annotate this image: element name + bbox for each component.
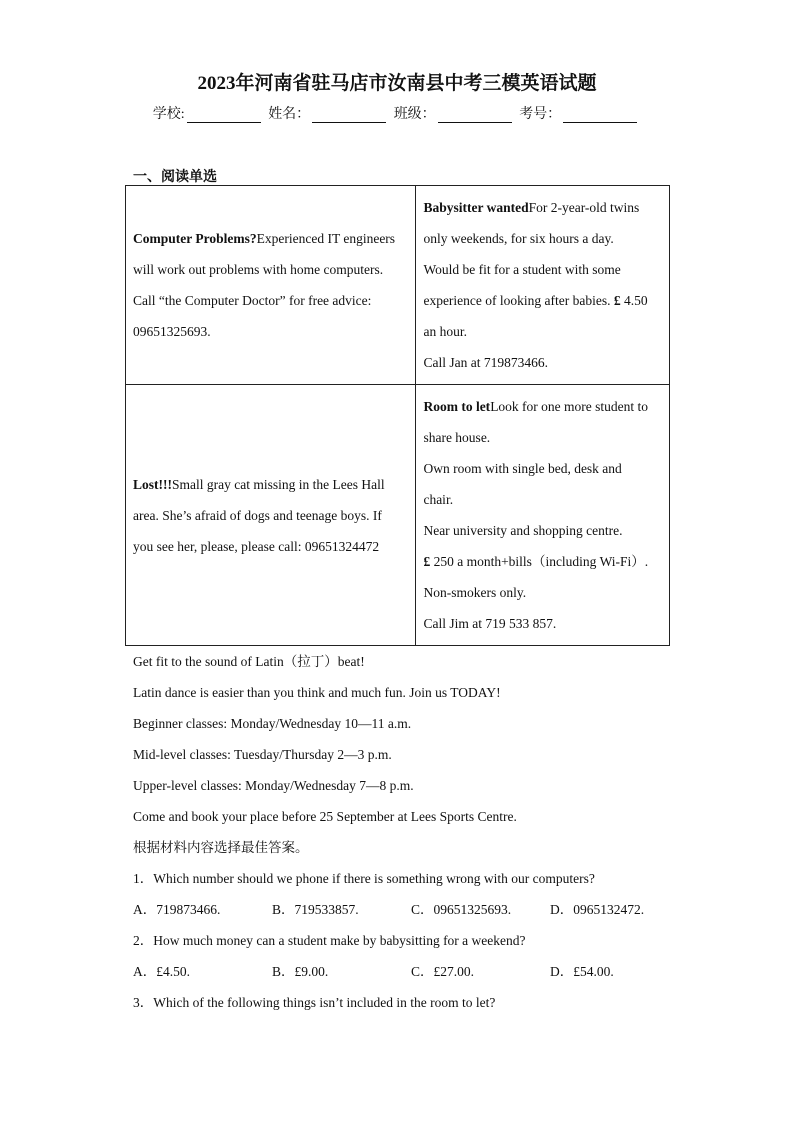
ad-line: chair. [423,492,454,507]
latin-line: Upper-level classes: Monday/Wednesday 7—8 p.m. [133,778,414,793]
school-label: 学校: [152,107,185,122]
page-title: 2023年河南省驻马店市汝南县中考三模英语试题 [197,73,597,94]
name-label: 姓名： [268,107,311,122]
option-a[interactable]: A．719873466. [133,902,221,917]
ad-computer-problems [126,186,416,385]
table-row [126,385,670,646]
ad-line: Call “the Computer Doctor” for free advice: [133,293,372,308]
ad-line: experience of looking after babies. [423,293,614,308]
ad-line: Own room with single bed, desk and [423,461,622,476]
school-blank [187,108,261,123]
ad-line: will work out problems with home computers. [133,262,384,277]
ad-line: Non-smokers only. [423,585,527,600]
ad-line: area. She’s afraid of dogs and teenage boys. If [133,507,382,523]
pound-sign: £ [613,293,621,308]
option-b[interactable]: B．719533857. [272,902,359,917]
latin-line: Come and book your place before 25 September at Lees Sports Centre. [133,809,517,824]
ad-line: 09651325693. [133,324,211,339]
passage-and-questions [133,646,693,1018]
latin-line: Mid-level classes: Tuesday/Thursday 2—3 p.m. [133,747,392,762]
option-a[interactable]: A．£4.50. [133,964,190,979]
class-blank [438,108,512,123]
ad-line: you see her, please, please call: 09651324472 [133,538,380,554]
ad-line: Would be fit for a student with some [423,262,621,277]
option-d[interactable]: D．£54.00. [550,964,614,979]
latin-line: Latin dance is easier than you think and much fun. Join us TODAY! [133,685,501,700]
ad-line: Call Jan at 719873466. [423,355,548,370]
ad-line: Experienced IT engineers [256,231,396,246]
number-label: 考号： [519,107,562,122]
instruction-line: 根据材料内容选择最佳答案。 [133,840,309,855]
ad-line: Near university and shopping centre. [423,523,623,538]
option-c[interactable]: C．£27.00. [411,964,475,979]
ad-line: For 2-year-old twins [528,200,640,215]
ad-lost-cat [126,385,416,646]
question-1-options [133,894,693,925]
student-info-line [0,103,794,123]
ad-line: share house. [423,430,491,445]
ad-title: Computer Problems? [133,231,257,246]
latin-line: Beginner classes: Monday/Wednesday 10—11 a.m. [133,716,412,731]
question-2: 2．How much money can a student make by babysitting for a weekend? [133,933,526,948]
ad-line: 4.50 [620,293,648,308]
option-b[interactable]: B．£9.00. [272,964,329,979]
ad-title: Babysitter wanted [423,200,529,215]
table-row [126,186,670,385]
pound-sign: £ [423,554,431,569]
ad-line: Look for one more student to [490,399,649,414]
ad-line: 250 a month+bills（including Wi-Fi）. [430,554,649,569]
name-blank [312,108,386,123]
option-c[interactable]: C．09651325693. [411,902,512,917]
ad-title: Lost!!! [133,476,172,492]
option-d[interactable]: D．0965132472. [550,902,645,917]
ads-table [125,185,670,646]
class-label: 班级： [393,107,436,122]
question-2-options [133,956,693,987]
ad-title: Room to let [423,399,491,414]
latin-line: Get fit to the sound of Latin（拉丁）beat! [133,654,365,669]
question-1: 1．Which number should we phone if there is something wrong with our computers? [133,871,595,886]
ad-line: an hour. [423,324,467,339]
ad-line: Call Jim at 719 533 857. [423,616,557,631]
ad-room-to-let [416,385,670,646]
section-heading: 一、阅读单选 [133,170,217,185]
ad-line: only weekends, for six hours a day. [423,231,614,246]
number-blank [563,108,637,123]
ad-line: Small gray cat missing in the Lees Hall [172,476,385,492]
ad-babysitter-wanted [416,186,670,385]
question-3: 3．Which of the following things isn’t included in the room to let? [133,995,496,1010]
